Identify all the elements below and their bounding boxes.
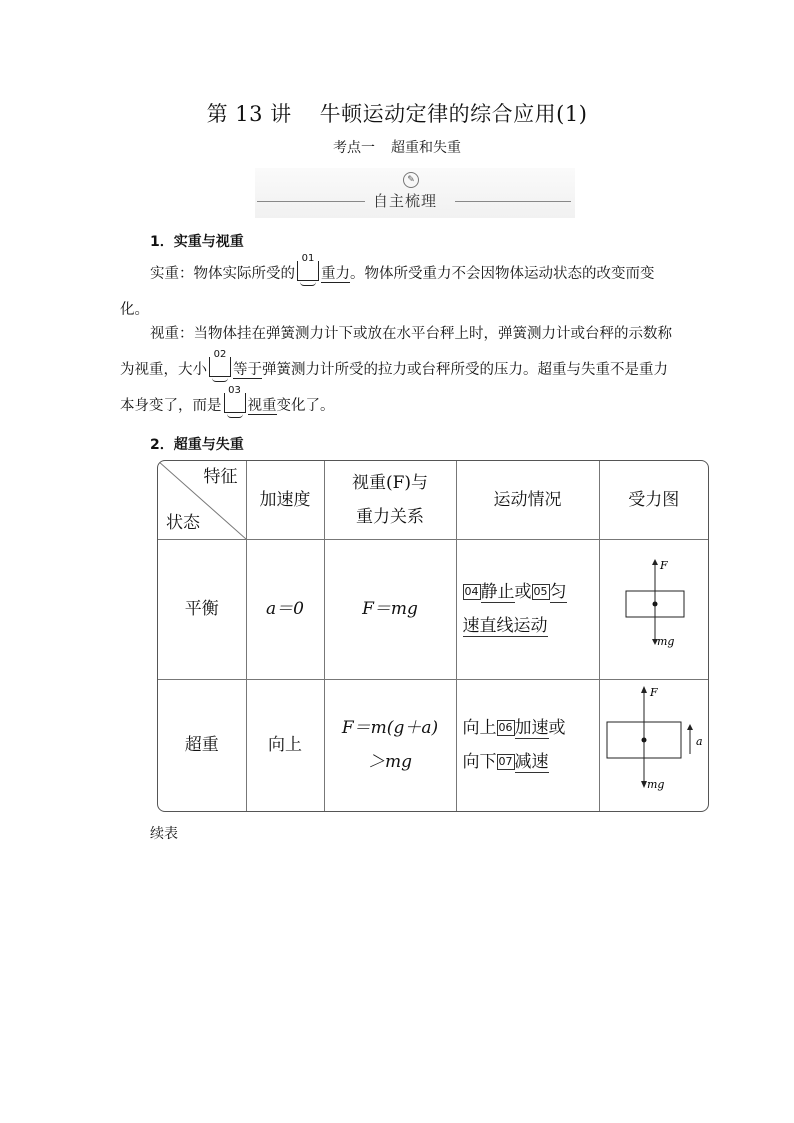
row2-state: 超重 xyxy=(158,679,246,811)
overweight-force-diagram xyxy=(601,684,707,794)
lecture-number: 第 13 讲 xyxy=(206,102,292,126)
header-feature: 特征 xyxy=(203,467,238,487)
section2-heading: 2．超重与失重 xyxy=(150,437,244,453)
table-row xyxy=(158,539,708,679)
lecture-topic: 牛顿运动定律的综合应用(1) xyxy=(319,102,588,126)
force-label-mg: mg xyxy=(656,635,675,648)
accel-label-a: a xyxy=(695,735,703,749)
page-title xyxy=(0,98,794,128)
blank-box-02 xyxy=(209,349,231,377)
blank-box-07: 07 xyxy=(498,755,513,769)
blank-number: 01 xyxy=(298,253,318,265)
answer-05b: 速直线运动 xyxy=(462,616,548,636)
header-motion: 运动情况 xyxy=(456,461,599,539)
row1-connector: 或 xyxy=(514,582,532,602)
row2-pre1: 向上 xyxy=(462,718,497,739)
section1-heading: 1．实重与视重 xyxy=(150,234,244,250)
row1-relation xyxy=(324,539,456,679)
answer-06: 加速 xyxy=(514,718,549,739)
answer-02: 等于 xyxy=(233,362,262,378)
header-relation-line1: 视重(F)与 xyxy=(351,472,429,493)
blank-box-04: 04 xyxy=(464,585,479,598)
overweight-table xyxy=(157,460,709,812)
row1-accel-text: a＝0 xyxy=(266,599,304,619)
answer-04: 静止 xyxy=(480,582,515,602)
header-relation-line2: 重力关系 xyxy=(356,506,424,527)
blank-box-03 xyxy=(224,385,246,413)
row2-pre2: 向下 xyxy=(462,752,497,773)
section-banner xyxy=(255,168,575,218)
answer-07: 减速 xyxy=(514,752,549,773)
header-relation xyxy=(324,461,456,539)
p2-lead: 视重：当物体挂在弹簧测力计下或放在水平台秤上时，弹簧测力计或台秤的示数称为视重，大小 xyxy=(120,326,672,378)
banner-label: 自主梳理 xyxy=(373,192,438,210)
row2-motion xyxy=(456,679,599,811)
header-diagonal-cell xyxy=(158,461,246,539)
row1-state: 平衡 xyxy=(158,539,246,679)
p1-lead: 实重：物体实际所受的 xyxy=(150,266,295,282)
blank-box-05: 05 xyxy=(533,585,548,598)
apparent-weight-paragraph xyxy=(120,316,680,424)
equilibrium-force-diagram xyxy=(604,553,704,653)
header-state: 状态 xyxy=(166,512,200,533)
row1-relation-text: F＝mg xyxy=(362,599,418,619)
p2-tail: 变化了。 xyxy=(276,398,335,414)
page-subtitle xyxy=(0,137,794,157)
answer-01: 重力 xyxy=(321,266,350,282)
row1-motion xyxy=(456,539,599,679)
banner-divider-left xyxy=(257,201,365,202)
table-row xyxy=(158,679,708,811)
row2-force-diagram xyxy=(599,679,708,811)
header-accel: 加速度 xyxy=(246,461,324,539)
blank-box-01 xyxy=(297,253,319,281)
row2-relation-line1: F＝m(g＋a) xyxy=(341,718,439,739)
row1-force-diagram xyxy=(599,539,708,679)
force-label-f: F xyxy=(659,559,668,572)
blank-number: 03 xyxy=(225,385,245,397)
header-force: 受力图 xyxy=(599,461,708,539)
row2-accel: 向上 xyxy=(246,679,324,811)
row1-accel xyxy=(246,539,324,679)
exam-point-name: 超重和失重 xyxy=(391,140,461,156)
force-label-f: F xyxy=(649,686,658,700)
p2-mid: 弹簧测力计所受的拉力或台秤所受的压力。超重与失重不是重力本身变了，而是 xyxy=(120,362,668,414)
row2-relation xyxy=(324,679,456,811)
force-label-mg: mg xyxy=(646,778,665,792)
exam-point-label: 考点一 xyxy=(333,140,375,156)
table-header-row xyxy=(158,461,708,539)
answer-03: 视重 xyxy=(247,398,277,414)
banner-divider-right xyxy=(455,201,571,202)
blank-number: 02 xyxy=(210,349,230,361)
row2-connector: 或 xyxy=(548,718,566,739)
leaf-icon: ✎ xyxy=(403,172,419,188)
row2-relation-line2: ＞mg xyxy=(367,752,412,773)
p1-tail: 。物体所受重力不会因物体运动状态的改变而变化。 xyxy=(120,266,655,318)
table-continued-label: 续表 xyxy=(150,826,178,842)
blank-box-06: 06 xyxy=(498,721,513,735)
answer-05a: 匀 xyxy=(549,582,567,602)
